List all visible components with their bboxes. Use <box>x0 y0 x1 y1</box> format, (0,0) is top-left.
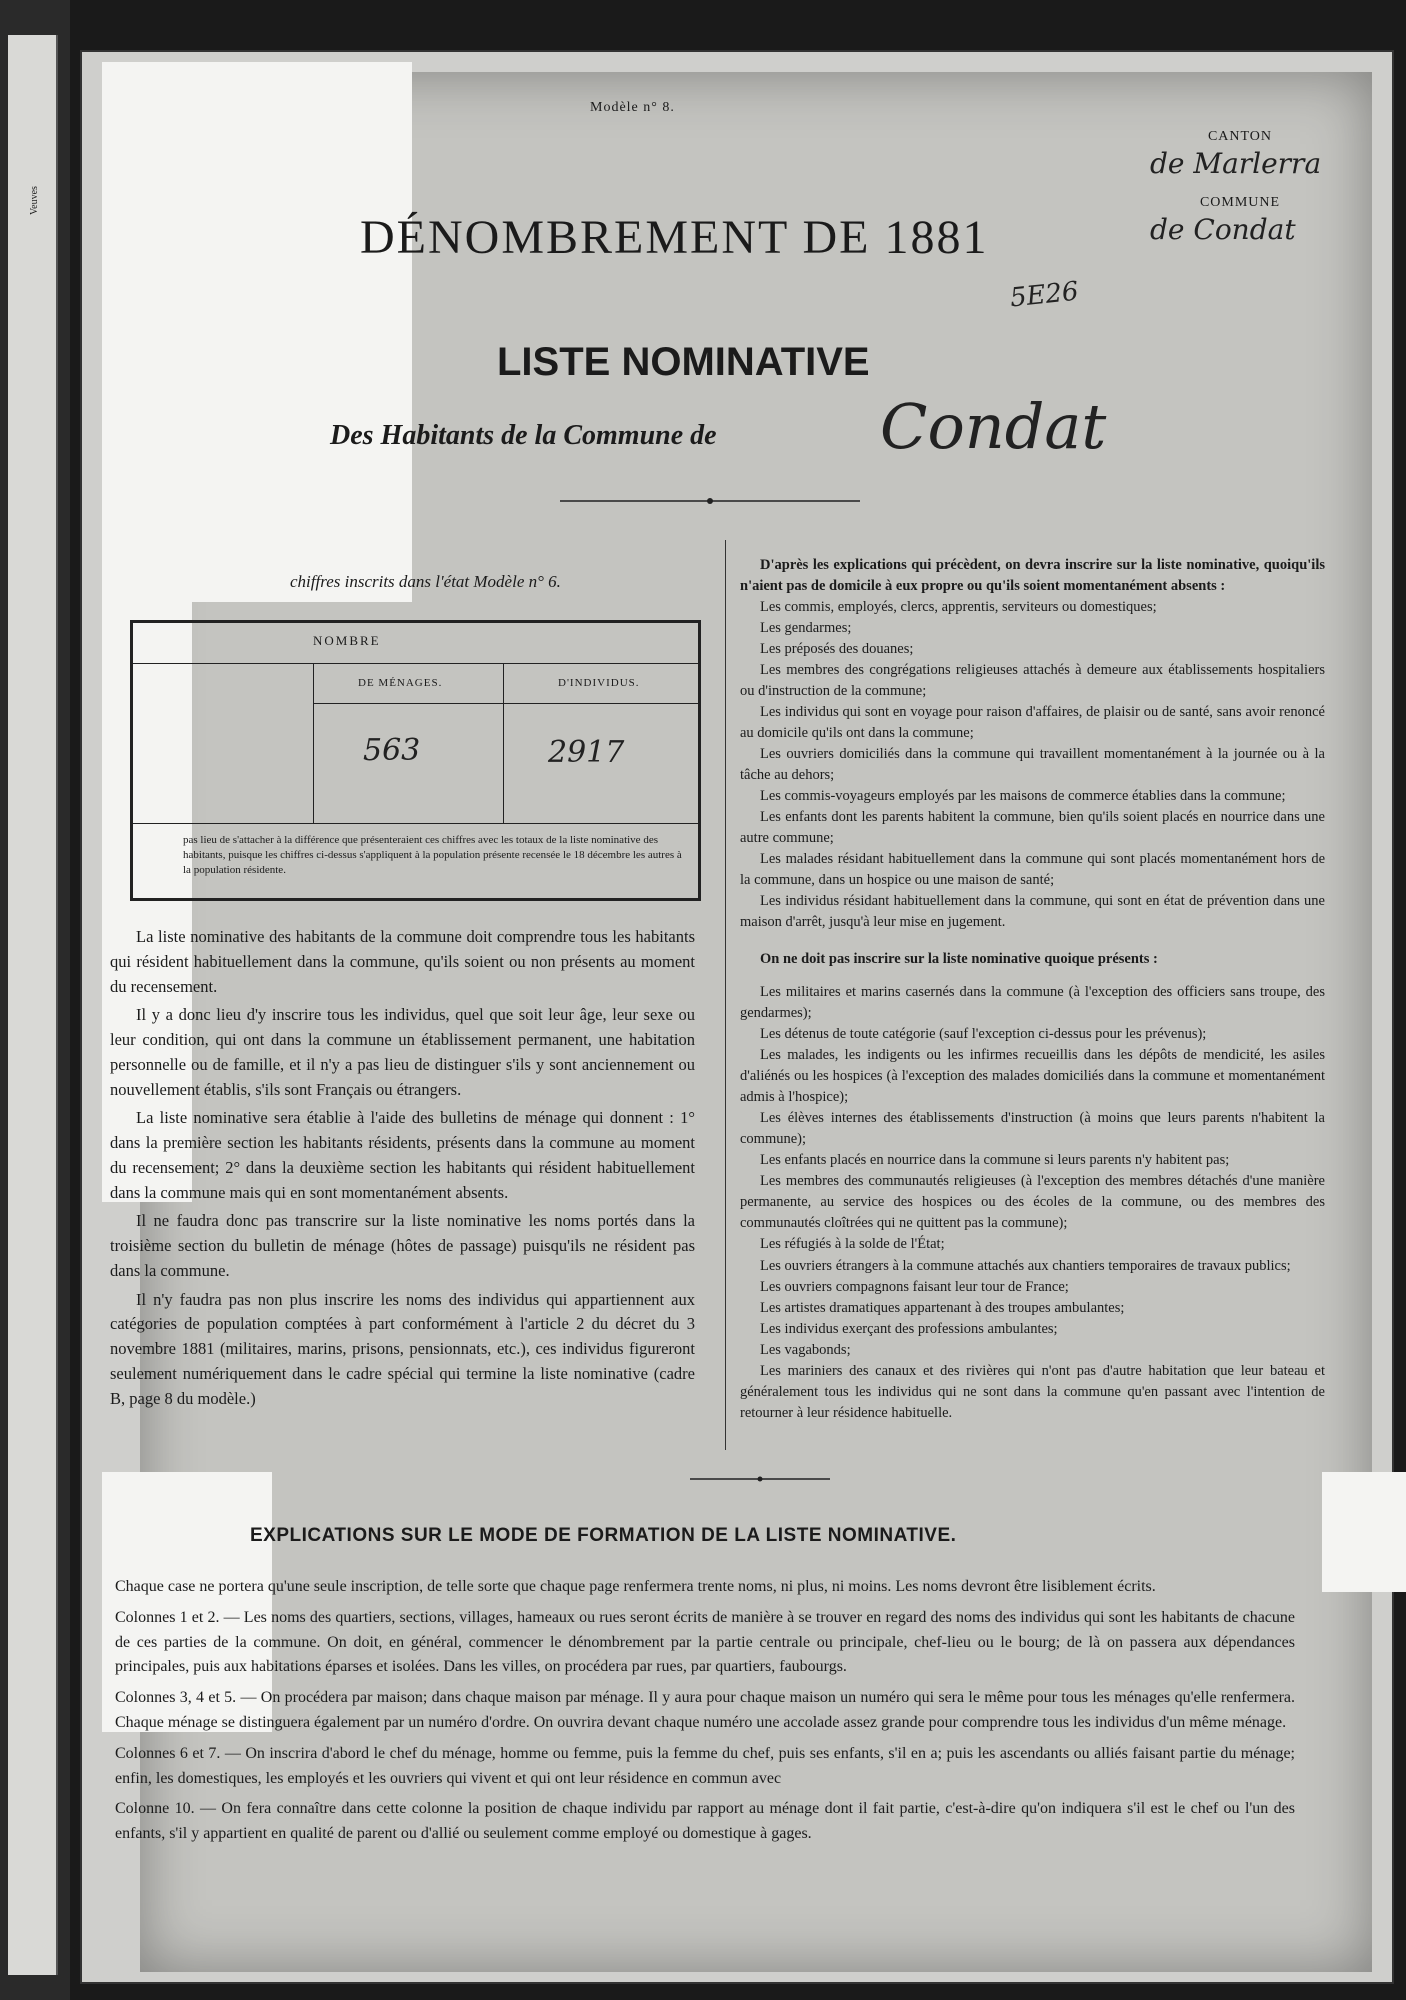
canton-commune-box <box>1140 130 1340 262</box>
left-paragraph: Il n'y faudra pas non plus inscrire les noms des individus qui appartiennent aux catégories de population comptées à part conformément à l'article 2 du décret du 3 novembre 1881 (militaires, marins, prisons, pensionnats, etc.), ces individus figureront seulement numériquement dans le cadre spécial qui termine la liste nominative (cadre B, page 8 du modèle.) <box>110 1289 695 1408</box>
commune-label: COMMUNE <box>1199 195 1281 210</box>
count-table <box>130 620 701 901</box>
table-rule <box>133 823 698 824</box>
inclusion-item: Les gendarmes; <box>760 620 852 637</box>
explanation-paragraph: Colonne 10. — On fera connaître dans cette colonne la position de chaque individu par rapport au ménage dont il fait partie, c'est-à-dire qu'on indiquera s'il est le chef ou l'un des enfants, s'il y appartient en qualité de parent ou d'allié ou seulement comme employé ou domestique à gages. <box>115 1800 1295 1843</box>
inclusion-item: Les membres des congrégations religieuses attachés à demeure aux établissements hospitaliers ou d'instruction de la commune; <box>740 662 1325 700</box>
commune-handwritten: Condat <box>880 390 1107 463</box>
archive-annotation: 5E26 <box>1008 276 1080 314</box>
exclusion-item: Les membres des communautés religieuses (à l'exception des membres détachés d'une manière permanente, au service des hospices ou des écoles de la commune, ou des membres des communautés cloîtrées qui ne quittent pas la commune); <box>740 1173 1325 1232</box>
exclusion-item: Les ouvriers compagnons faisant leur tour de France; <box>760 1278 1069 1295</box>
column-divider <box>725 540 726 1450</box>
torn-area-top-left <box>102 62 412 602</box>
torn-area-right <box>1322 1472 1406 1592</box>
inclusion-item: Les préposés des douanes; <box>760 641 914 658</box>
exclusion-item: Les ouvriers étrangers à la commune attachés aux chantiers temporaires de travaux publics; <box>760 1257 1291 1274</box>
exclusion-item: Les élèves internes des établissements d'instruction (à moins que leurs parents n'habitent la commune); <box>740 1110 1325 1148</box>
left-paragraph: Il ne faudra donc pas transcrire sur la liste nominative les noms portés dans la troisième section du bulletin de ménage (hôtes de passage) puisqu'ils ne résident pas dans la commune. <box>110 1211 695 1280</box>
modele-number: Modèle n° 8. <box>590 100 675 115</box>
left-paragraph: Il y a donc lieu d'y inscrire tous les individus, quel que soit leur âge, leur sexe ou leur condition, qui ont dans la commune un établissement permanent, une habitation personnelle ou de famille, et il n'y a pas lieu de distinguer s'ils y sont anciennement ou nouvellement établis, s'ils sont Français ou étrangers. <box>110 1005 695 1099</box>
left-paragraph: La liste nominative des habitants de la commune doit comprendre tous les habitants qui résident habituellement dans la commune, qu'ils soient ou non présents au moment du recensement. <box>110 927 695 996</box>
page-title: DÉNOMBREMENT DE 1881 <box>360 211 989 264</box>
commune-subtitle: Des Habitants de la Commune de <box>330 420 717 451</box>
exclusion-heading: On ne doit pas inscrire sur la liste nominative quoique présents : <box>760 951 1158 968</box>
inclusion-item: Les commis-voyageurs employés par les maisons de commerce établies dans la commune; <box>760 788 1286 805</box>
table-header: NOMBRE <box>313 633 381 648</box>
exclusion-item: Les enfants placés en nourrice dans la commune si leurs parents n'y habitent pas; <box>760 1152 1230 1169</box>
table-rule <box>313 663 314 823</box>
inclusion-item: Les commis, employés, clercs, apprentis, serviteurs ou domestiques; <box>760 599 1157 616</box>
explanations-title: EXPLICATIONS SUR LE MODE DE FORMATION DE LA LISTE NOMINATIVE. <box>250 1525 957 1546</box>
previous-page-edge <box>8 35 58 1975</box>
inclusion-item: Les enfants dont les parents habitent la commune, bien qu'ils soient placés en nourrice dans une autre commune; <box>740 809 1325 847</box>
canton-label: CANTON <box>1207 129 1273 144</box>
exclusion-item: Les artistes dramatiques appartenant à des troupes ambulantes; <box>760 1299 1125 1316</box>
inclusion-item: Les individus qui sont en voyage pour raison d'affaires, de plaisir ou de santé, sans avoir renoncé au domicile qu'ils ont dans la commune; <box>740 704 1325 742</box>
table-rule <box>313 703 698 704</box>
explanation-paragraph: Colonnes 1 et 2. — Les noms des quartiers, sections, villages, hameaux ou rues seront écrits de manière à se trouver en regard des noms des individus qui sont les habitants de chacune de ces parties de la commune. On doit, en général, commencer le dénombrement par la partie centrale ou principale, chef-lieu ou le bourg; de là on passera aux dépendances principales, puis aux habitations éparses et isolées. Dans les villes, on procédera par rues, par quartiers, faubourgs. <box>115 1608 1295 1676</box>
exclusion-item: Les militaires et marins casernés dans la commune (à l'exception des officiers sans troupe, des gendarmes); <box>740 984 1325 1022</box>
individus-column-header: D'INDIVIDUS. <box>558 677 640 689</box>
table-intro: chiffres inscrits dans l'état Modèle n° 6. <box>290 572 561 591</box>
section-ornament <box>690 1476 830 1482</box>
explanations-text <box>115 1575 1295 1853</box>
explanation-paragraph: Colonnes 3, 4 et 5. — On procédera par maison; dans chaque maison par ménage. Il y aura pour chaque maison un numéro qui sera le même pour tous les ménages qu'elle renfermera. Chaque ménage se distinguera également par un numéro d'ordre. On ouvrira devant chaque numéro une accolade assez grande pour comprendre tous les individus d'un même ménage. <box>115 1689 1295 1731</box>
exclusion-list <box>740 982 1325 1423</box>
exclusion-item: Les détenus de toute catégorie (sauf l'exception ci-dessus pour les prévenus); <box>760 1026 1207 1043</box>
inclusion-item: Les ouvriers domiciliés dans la commune qui travaillent momentanément à la journée ou à la tâche au dehors; <box>740 746 1325 784</box>
table-rule <box>133 663 698 664</box>
inclusion-lead: D'après les explications qui précèdent, on devra inscrire sur la liste nominative, quoiqu'ils n'aient pas de domicile à eux propre ou qu'ils soient momentanément absents : <box>740 557 1325 595</box>
individus-value: 2917 <box>548 735 625 770</box>
commune-value: de Condat <box>1150 213 1296 246</box>
title-ornament <box>560 498 860 504</box>
inclusion-item: Les malades résidant habituellement dans la commune qui sont placés momentanément hors de la commune, dans un hospice ou une maison de santé; <box>740 851 1325 889</box>
table-footnote: pas lieu de s'attacher à la différence que présenteraient ces chiffres avec les totaux de la liste nominative des habitants, puisque les chiffres ci-dessus s'appliquent à la population présente recensée le 18 décembre les autres à la population résidente. <box>183 834 682 876</box>
left-column-text <box>110 925 695 1415</box>
exclusion-item: Les malades, les indigents ou les infirmes recueillis dans les dépôts de mendicité, les asiles d'aliénés ou les hospices (à l'exception des malades domiciliés dans la commune et momentanément admis à l'hospice); <box>740 1047 1325 1106</box>
canton-value: de Marlerra <box>1150 147 1322 180</box>
inclusion-list <box>740 597 1325 933</box>
previous-page-label: Veuves <box>28 186 40 215</box>
inclusion-item: Les individus résidant habituellement dans la commune, qui sont en état de prévention dans une maison d'arrêt, jusqu'à leur mise en jugement. <box>740 893 1325 931</box>
menages-column-header: DE MÉNAGES. <box>358 677 443 689</box>
left-paragraph: La liste nominative sera établie à l'aide des bulletins de ménage qui donnent : 1° dans la première section les habitants résidents, présents dans la commune au moment du recensement; 2° dans la deuxième section les habitants qui résident habituellement dans la commune mais qui en sont momentanément absents. <box>110 1108 695 1202</box>
list-title: LISTE NOMINATIVE <box>497 340 870 384</box>
explanation-paragraph: Colonnes 6 et 7. — On inscrira d'abord le chef du ménage, homme ou femme, puis la femme du chef, puis ses enfants, s'il en a; puis les ascendants ou alliés faisant partie du ménage; enfin, les domestiques, les employés et les ouvriers qui vivent et qui ont leur résidence en commun avec <box>115 1744 1295 1787</box>
explanation-paragraph: Chaque case ne portera qu'une seule inscription, de telle sorte que chaque page renfermera trente noms, ni plus, ni moins. Les noms devront être lisiblement écrits. <box>115 1578 1156 1595</box>
exclusion-item: Les individus exerçant des professions ambulantes; <box>760 1320 1058 1337</box>
right-column-text <box>740 555 1325 1424</box>
table-rule <box>503 663 504 823</box>
exclusion-item: Les réfugiés à la solde de l'État; <box>760 1236 945 1253</box>
menages-value: 563 <box>363 733 421 768</box>
exclusion-item: Les vagabonds; <box>760 1341 851 1358</box>
exclusion-item: Les mariniers des canaux et des rivières qui n'ont pas d'autre habitation que leur bateau et généralement tous les individus qui ne sont dans la commune qu'en passant avec l'intention de retourner à leur résidence habituelle. <box>740 1362 1325 1421</box>
